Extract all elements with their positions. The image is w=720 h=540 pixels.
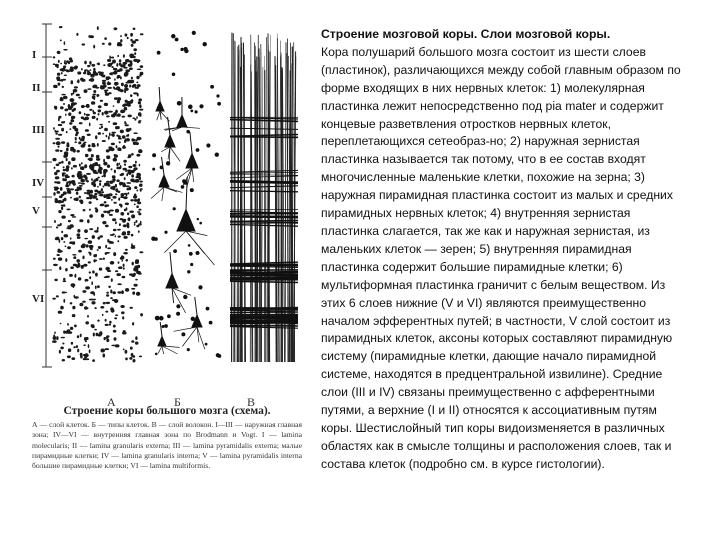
column-label-b: Б: [174, 395, 181, 409]
caption-title: Строение коры большого мозга (схема).: [63, 405, 271, 417]
article-body: Кора полушарий большого мозга состоит из шести слоев (пластинок), различающихся между собой главным образом по форме входящих в них нервных клеток: 1) молекулярная пластинка лежит непосредственно под pia mater и содержит концевые разветвления отростков нервных клеток, переплетающихся сетеобраз-но; 2) наружная зернистая пластинка называется так потому, что в ее состав входят многочисленные маленькие клетки, похожие на зерна; 3) наружная пирамидная пластинка состоит из малых и средних пирамидных нервных клеток; 4) внутренняя зернистая пластинка слагается, так же как и наружная зернистая, из маленьких клеток — зерен; 5) внутренняя пирамидная пластинка содержит большие пирамидные клетки; 6) мультиформная пластинка граничит с белым веществом. Из этих 6 слоев нижние (V и VI) являются преимущественно началом эфферентных путей; в частности, V слой состоит из пирамидных клеток, аксоны которых составляют пирамидную систему (пирамидные клетки, дающие начало пирамидной системе, находятся в предцентральной извилине). Средние слои (III и IV) связаны преимущественно с афферентными путями, а верхние (I и II) относятся к ассоциативным путям коры. Шестислойный тип коры видоизменяется в различных областях как в смысле толщины и расположения слоев, так и состава клеток (подробно см. в курсе гистологии).: [321, 44, 681, 471]
column-b-cell-types: [151, 31, 221, 357]
layer-scale: [42, 24, 52, 367]
column-a-cell-layers: [52, 26, 143, 362]
layer-label-v: V: [32, 205, 40, 217]
column-label-a: А: [107, 395, 116, 409]
figure-caption: [32, 405, 302, 471]
layer-label-iii: III: [32, 124, 45, 136]
article-title: Строение мозговой коры. Слои мозговой коры.: [321, 27, 611, 41]
layer-label-i: I: [32, 49, 37, 61]
cortex-layers-drawing: [32, 22, 302, 397]
column-label-c: В: [247, 395, 256, 409]
article-text: [321, 26, 686, 474]
layer-label-vi: VI: [32, 293, 45, 305]
layer-label-ii: II: [32, 82, 41, 94]
caption-legend: А — слой клеток. Б — типы клеток. В — слой волокон. I—III — наружная главная зона; IV—VI — внутренняя главная зона по Brodmann и Vogt. I — lamina molecularis; II — lamina granularis externa; III — lamina pyramidalis externa; малые пирамидные клетки; IV — lamina granularis interna; V — lamina pyramidalis interna большие пирамидные клетки; VI — lamina multiformis.: [32, 420, 302, 471]
column-c-fiber-layers: [230, 33, 298, 362]
cortex-diagram: [32, 22, 302, 422]
layer-label-iv: IV: [32, 177, 45, 189]
